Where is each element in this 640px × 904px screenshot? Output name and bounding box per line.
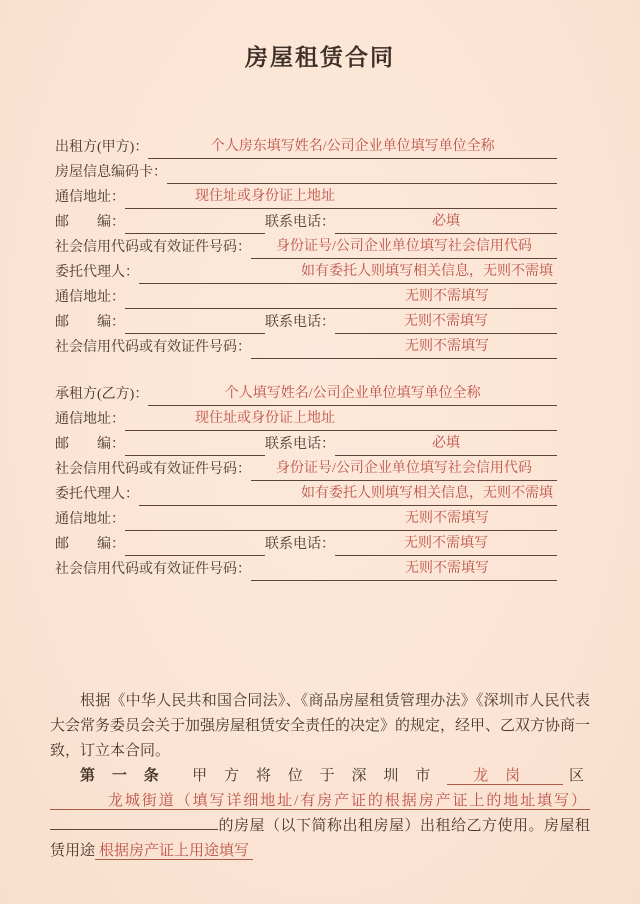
fill-in-hint: 个人填写姓名/公司企业单位填写单位全称 [224, 386, 481, 401]
fill-in-line [125, 405, 557, 431]
field-label: 邮 编： [55, 315, 125, 330]
contract-body [50, 689, 590, 864]
fill-in-hint: 无则不需填写 [405, 289, 489, 304]
form-row-agent-address [55, 506, 557, 531]
fill-in-hint: 无则不需填写 [404, 536, 488, 551]
fill-in-hint: 无则不需填写 [405, 511, 489, 526]
field-label: 通信地址： [55, 412, 125, 427]
article-1-text-house: 的房屋（以下简称出租房屋）出租给乙方使用。房屋租赁用途 [50, 818, 590, 859]
fill-in-line [167, 158, 557, 184]
form-row-agent [55, 481, 557, 506]
field-label: 委托代理人： [55, 265, 139, 280]
field-label: 邮 编： [55, 215, 125, 230]
fill-in-line [335, 430, 557, 456]
fill-in-line [335, 308, 557, 334]
field-label: 社会信用代码或有效证件号码： [55, 240, 251, 255]
fill-in-line [251, 333, 557, 359]
fill-in-line [251, 455, 557, 481]
usage-blank [95, 843, 253, 860]
fill-in-hint: 如有委托人则填写相关信息，无则不需填 [301, 264, 553, 279]
form-row-zip-phone [55, 209, 557, 234]
street-blank [50, 793, 590, 810]
form-row-address [55, 406, 557, 431]
fill-in-line [251, 555, 557, 581]
fill-in-line [139, 258, 557, 284]
form-row-credit-code [55, 456, 557, 481]
field-label: 联系电话： [265, 315, 335, 330]
street-blank-trailing-line [50, 814, 218, 830]
street-hint: 龙城街道（填写详细地址/有房产证的根据房产证上的地址填写） [108, 793, 586, 809]
field-label: 社会信用代码或有效证件号码： [55, 562, 251, 577]
field-label: 房屋信息编码卡： [55, 165, 167, 180]
form-row-agent-address [55, 284, 557, 309]
fill-in-hint: 现住址或身份证上地址 [195, 189, 335, 204]
usage-hint: 根据房产证上用途填写 [99, 843, 250, 859]
fill-in-line [125, 308, 265, 334]
fill-in-hint: 个人房东填写姓名/公司企业单位填写单位全称 [210, 139, 495, 154]
form-row-credit-code [55, 234, 557, 259]
fill-in-line [125, 183, 557, 209]
fill-in-line [251, 233, 557, 259]
district-hint: 龙岗 [473, 768, 537, 784]
field-label: 出租方(甲方)： [55, 140, 149, 155]
fill-in-hint: 无则不需填写 [405, 339, 489, 354]
intro-paragraph: 根据《中华人民共和国合同法》、《商品房屋租赁管理办法》《深圳市人民代表大会常务委员会关于加强房屋租赁安全责任的决定》的规定，经甲、乙双方协商一致，订立本合同。 [50, 693, 591, 759]
field-label: 通信地址： [55, 190, 125, 205]
fill-in-hint: 无则不需填写 [404, 314, 488, 329]
fill-in-hint: 必填 [432, 214, 460, 229]
form-row-address [55, 184, 557, 209]
form-row-house-code [55, 159, 557, 184]
fill-in-line [335, 208, 557, 234]
field-label: 邮 编： [55, 537, 125, 552]
fill-in-line [125, 208, 265, 234]
party-b-section [55, 381, 557, 581]
fill-in-hint: 身份证号/公司企业单位填写社会信用代码 [276, 239, 532, 254]
field-label: 邮 编： [55, 437, 125, 452]
form-row-zip-phone [55, 431, 557, 456]
form-row-agent [55, 259, 557, 284]
fill-in-line [125, 505, 557, 531]
article-1-district-suffix: 区 [568, 768, 584, 784]
fill-in-line [148, 133, 557, 159]
article-1-text-city: 甲方将位于深圳市 [192, 768, 448, 784]
form-row-agent-credit-code [55, 334, 557, 359]
fill-in-line [125, 430, 265, 456]
field-label: 联系电话： [265, 215, 335, 230]
fill-in-line [139, 480, 557, 506]
fill-in-hint: 现住址或身份证上地址 [195, 411, 335, 426]
field-label: 联系电话： [265, 537, 335, 552]
fill-in-hint: 如有委托人则填写相关信息，无则不需填 [301, 486, 553, 501]
form-row-agent-zip-phone [55, 309, 557, 334]
fill-in-line [125, 283, 557, 309]
field-label: 社会信用代码或有效证件号码： [55, 462, 251, 477]
field-label: 联系电话： [265, 437, 335, 452]
district-blank [447, 768, 563, 785]
article-1-heading: 第一条 [80, 768, 176, 784]
page-title: 房屋租赁合同 [245, 45, 395, 70]
form-row-agent-zip-phone [55, 531, 557, 556]
field-label: 通信地址： [55, 290, 125, 305]
fill-in-line [125, 530, 265, 556]
field-label: 通信地址： [55, 512, 125, 527]
fill-in-line [335, 530, 557, 556]
form-row-agent-credit-code [55, 556, 557, 581]
article-1-paragraph [50, 764, 590, 864]
fill-in-hint: 身份证号/公司企业单位填写社会信用代码 [276, 461, 532, 476]
fill-in-line [148, 380, 557, 406]
party-a-section [55, 134, 557, 359]
form-row-lessee-name [55, 381, 557, 406]
field-label: 社会信用代码或有效证件号码： [55, 340, 251, 355]
form-row-lessor-name [55, 134, 557, 159]
field-label: 委托代理人： [55, 487, 139, 502]
fill-in-hint: 必填 [432, 436, 460, 451]
fill-in-hint: 无则不需填写 [405, 561, 489, 576]
field-label: 承租方(乙方)： [55, 387, 149, 402]
